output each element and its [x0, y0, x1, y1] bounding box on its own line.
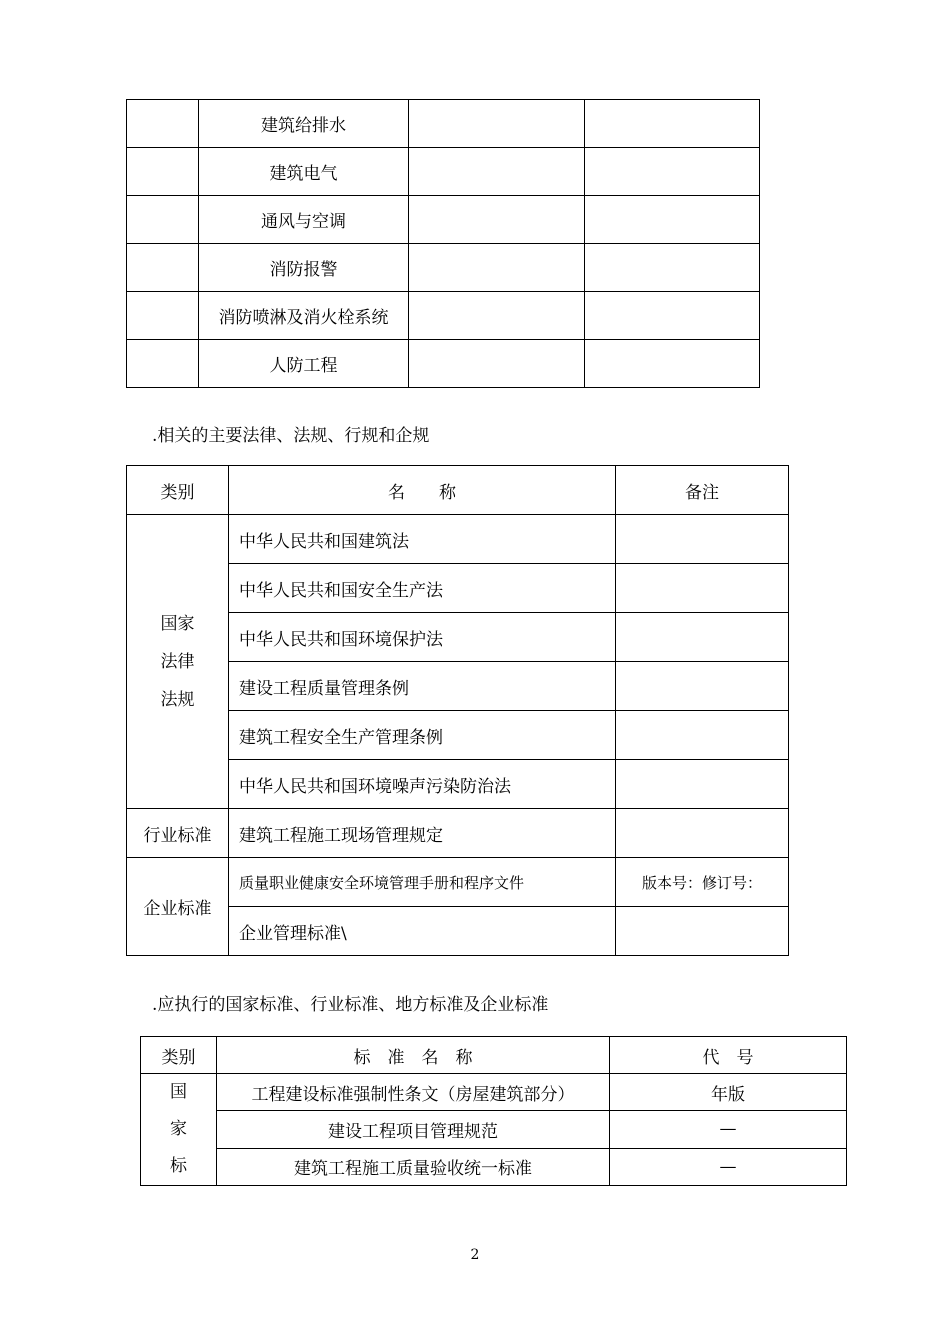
- page-number: 2: [470, 1247, 480, 1263]
- standard-name: 建设工程项目管理规范: [217, 1111, 610, 1148]
- remark-cell: [616, 907, 789, 956]
- standard-name: 工程建设标准强制性条文（房屋建筑部分）: [217, 1074, 610, 1111]
- table-cell: 建筑给排水: [199, 100, 409, 148]
- table-row: [127, 809, 789, 858]
- table-cell: 人防工程: [199, 340, 409, 388]
- table-laws: [126, 465, 789, 956]
- header-remark: 备注: [616, 466, 789, 515]
- header-category: 类别: [127, 466, 229, 515]
- header-name: 标 准 名 称: [217, 1037, 610, 1074]
- table-row: [127, 244, 760, 292]
- table-cell: 通风与空调: [199, 196, 409, 244]
- table-row: [127, 100, 760, 148]
- table-row: [141, 1111, 847, 1148]
- header-name: 名 称: [229, 466, 616, 515]
- header-category: 类别: [141, 1037, 217, 1074]
- law-name: 建筑工程施工现场管理规定: [229, 809, 616, 858]
- law-name: 建筑工程安全生产管理条例: [229, 711, 616, 760]
- standard-code: —: [610, 1111, 847, 1148]
- law-name: 质量职业健康安全环境管理手册和程序文件: [229, 858, 616, 907]
- table-row: [127, 196, 760, 244]
- table-cell: 消防报警: [199, 244, 409, 292]
- table-row: [127, 340, 760, 388]
- standard-code: —: [610, 1148, 847, 1185]
- remark-cell: 版本号：修订号：: [616, 858, 789, 907]
- table-row: [127, 292, 760, 340]
- section-heading-laws: .相关的主要法律、法规、行规和企规: [152, 426, 430, 446]
- law-name: 中华人民共和国建筑法: [229, 515, 616, 564]
- table-cell: 消防喷淋及消火栓系统: [199, 292, 409, 340]
- category-national-laws: 国家 法律 法规: [127, 515, 229, 809]
- law-name: 中华人民共和国环境噪声污染防治法: [229, 760, 616, 809]
- law-name: 建设工程质量管理条例: [229, 662, 616, 711]
- table-standards: [140, 1036, 847, 1186]
- category-enterprise: 企业标准: [127, 858, 229, 956]
- law-name: 中华人民共和国环境保护法: [229, 613, 616, 662]
- table-row: [127, 148, 760, 196]
- standard-code: 年版: [610, 1074, 847, 1111]
- table-row: [127, 858, 789, 907]
- header-code: 代 号: [610, 1037, 847, 1074]
- law-name: 企业管理标准\: [229, 907, 616, 956]
- table-header-row: [127, 466, 789, 515]
- table-row: [127, 515, 789, 564]
- category-industry: 行业标准: [127, 809, 229, 858]
- table-header-row: [141, 1037, 847, 1074]
- table-row: [141, 1148, 847, 1185]
- table-cell: 建筑电气: [199, 148, 409, 196]
- law-name: 中华人民共和国安全生产法: [229, 564, 616, 613]
- table-row: [141, 1074, 847, 1111]
- section-heading-standards: .应执行的国家标准、行业标准、地方标准及企业标准: [152, 995, 549, 1015]
- category-national-standards: 国 家 标: [141, 1074, 217, 1186]
- table-subsystems: [126, 99, 760, 388]
- standard-name: 建筑工程施工质量验收统一标准: [217, 1148, 610, 1185]
